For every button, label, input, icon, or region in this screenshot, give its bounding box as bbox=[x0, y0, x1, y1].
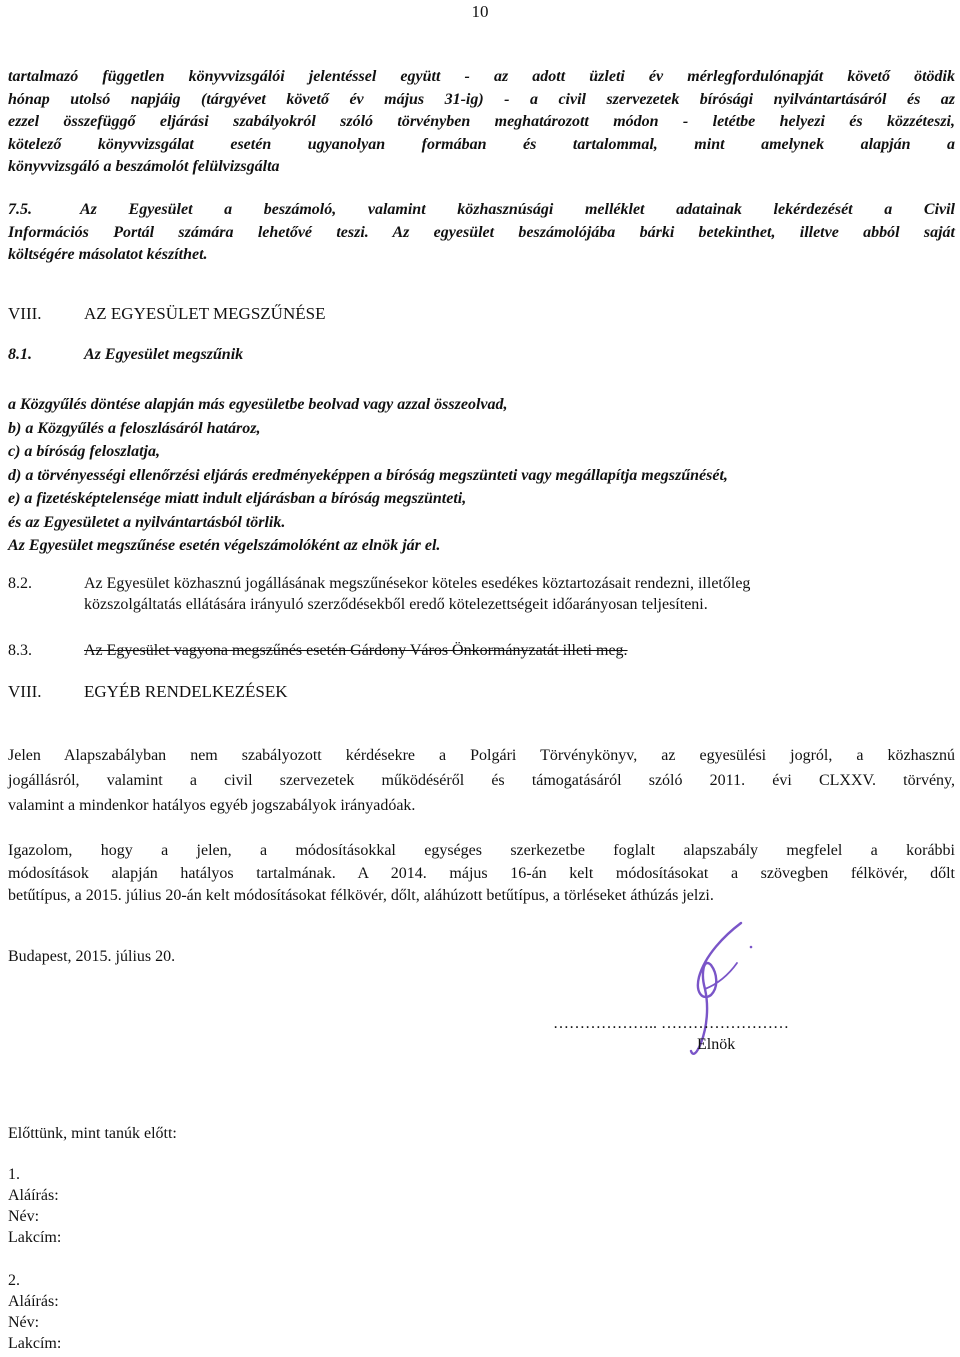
section-number: 8.1. bbox=[8, 346, 32, 363]
section-heading-other-provisions bbox=[8, 682, 288, 702]
dissolution-list bbox=[8, 393, 728, 558]
witness-name-label: Név: bbox=[8, 1314, 40, 1331]
paragraph-line: kötelező könyvvizsgálat esetén ugyanolyan formában és tartalommal, mint amelynek alapján a bbox=[8, 135, 955, 153]
section-number: 8.2. bbox=[8, 575, 32, 592]
signature-line: ……………….. …………………… bbox=[553, 1015, 789, 1032]
paragraph-line: valamint a mindenkor hatályos egyéb jogszabályok irányadóak. bbox=[8, 797, 416, 814]
paragraph-7-4 bbox=[8, 66, 955, 179]
witness-block-1 bbox=[8, 1164, 61, 1248]
witness-name-label: Név: bbox=[8, 1208, 40, 1225]
paragraph-text: Az Egyesület közhasznú jogállásának megszűnésekor köteles esedékes köztartozásait rendezni, illetőleg bbox=[84, 575, 751, 592]
list-item: d) a törvényességi ellenőrzési eljárás eredményeképpen a bíróság megszünteti vagy megállapítja megszűnését, bbox=[8, 466, 728, 484]
list-item: c) a bíróság feloszlatja, bbox=[8, 443, 160, 460]
paragraph-8-3-deleted bbox=[8, 640, 628, 661]
subsection-title: Az Egyesület megszűnik bbox=[84, 346, 244, 363]
witness-block-2 bbox=[8, 1270, 61, 1354]
section-roman-numeral: VIII. bbox=[8, 682, 42, 701]
paragraph-line: ezzel összefüggő eljárási szabályokról szóló törvényben meghatározott módon - letétbe helyezi és közzéteszi, bbox=[8, 113, 955, 130]
paragraph-text: Az Egyesület a beszámoló, valamint közhasznúsági melléklet adatainak lekérdezését a Civil bbox=[80, 201, 955, 218]
list-item: e) a fizetésképtelensége miatt indult eljárásban a bíróság megszünteti, bbox=[8, 490, 467, 507]
list-item: b) a Közgyűlés a feloszlásáról határoz, bbox=[8, 419, 261, 437]
paragraph-line: hónap utolsó napjáig (tárgyévet követő év május 31-ig) - a civil szervezetek bírósági nyilvántartásáról és az bbox=[8, 90, 955, 108]
paragraph-line bbox=[8, 573, 955, 594]
list-item: és az Egyesületet a nyilvántartásból törlik. bbox=[8, 513, 286, 531]
list-item: Az Egyesület megszűnése esetén végelszámolóként az elnök jár el. bbox=[8, 537, 441, 554]
paragraph-line: Igazolom, hogy a jelen, a módosításokkal egységes szerkezetbe foglalt alapszabály megfelel a korábbi bbox=[8, 842, 955, 859]
paragraph-8-2 bbox=[8, 573, 955, 615]
paragraph-line: betűtípus, a 2015. július 20-án kelt módosításokat félkövér, dőlt, aláhúzott betűtípus, a törléseket áthúzás jelzi. bbox=[8, 887, 714, 904]
paragraph-line: Jelen Alapszabályban nem szabályozott kérdésekre a Polgári Törvénykönyv, az egyesülési jogról, a közhasznú bbox=[8, 747, 955, 764]
subsection-heading-8-1 bbox=[8, 346, 243, 364]
section-number: 7.5. bbox=[8, 201, 32, 218]
witness-address-label: Lakcím: bbox=[8, 1335, 62, 1352]
paragraph-line: módosítások alapján hatályos tartalmának. A 2014. május 16-án kelt módosításokat a szövegben félkövér, dőlt bbox=[8, 864, 955, 882]
witness-signature-label: Aláírás: bbox=[8, 1293, 59, 1310]
paragraph-7-5 bbox=[8, 199, 955, 267]
section-title: EGYÉB RENDELKEZÉSEK bbox=[84, 682, 288, 701]
section-roman-numeral: VIII. bbox=[8, 304, 42, 323]
paragraph-line: költségére másolatot készíthet. bbox=[8, 246, 208, 263]
paragraph-line: tartalmazó független könyvvizsgálói jelentéssel együtt - az adott üzleti év mérlegfordulónapját követő ötödik bbox=[8, 68, 955, 85]
list-item: a Közgyűlés döntése alapján más egyesületbe beolvad vagy azzal összeolvad, bbox=[8, 396, 508, 413]
witness-number: 2. bbox=[8, 1272, 20, 1289]
paragraph-line bbox=[8, 199, 955, 222]
place-and-date: Budapest, 2015. július 20. bbox=[8, 948, 176, 965]
witnesses-intro: Előttünk, mint tanúk előtt: bbox=[8, 1125, 177, 1142]
section-number: 8.3. bbox=[8, 642, 32, 659]
closing-paragraph-2 bbox=[8, 840, 955, 908]
paragraph-line: jogállásról, valamint a civil szervezetek működéséről és támogatásáról szóló 2011. évi CLXXV. törvény, bbox=[8, 772, 955, 789]
paragraph-line: közszolgáltatás ellátására irányuló szerződésekből eredő kötelezettségeit időarányosan teljesíteni. bbox=[84, 596, 708, 613]
witness-address-label: Lakcím: bbox=[8, 1229, 62, 1246]
paragraph-text: Az Egyesület vagyona megszűnés esetén Gárdony Város Önkormányzatát illeti meg. bbox=[84, 642, 628, 659]
section-title: AZ EGYESÜLET MEGSZŰNÉSE bbox=[84, 304, 326, 323]
page-number: 10 bbox=[471, 2, 489, 21]
paragraph-line: könyvvizsgáló a beszámolót felülvizsgálta bbox=[8, 158, 280, 175]
signatory-role: Elnök bbox=[697, 1036, 736, 1053]
witness-signature-label: Aláírás: bbox=[8, 1187, 59, 1204]
section-heading-dissolution bbox=[8, 304, 325, 324]
paragraph-line: Információs Portál számára lehetővé teszi. Az egyesület beszámolójába bárki betekinthet, illetve abból saját bbox=[8, 223, 955, 241]
witness-number: 1. bbox=[8, 1166, 20, 1183]
closing-paragraph-1 bbox=[8, 743, 955, 818]
